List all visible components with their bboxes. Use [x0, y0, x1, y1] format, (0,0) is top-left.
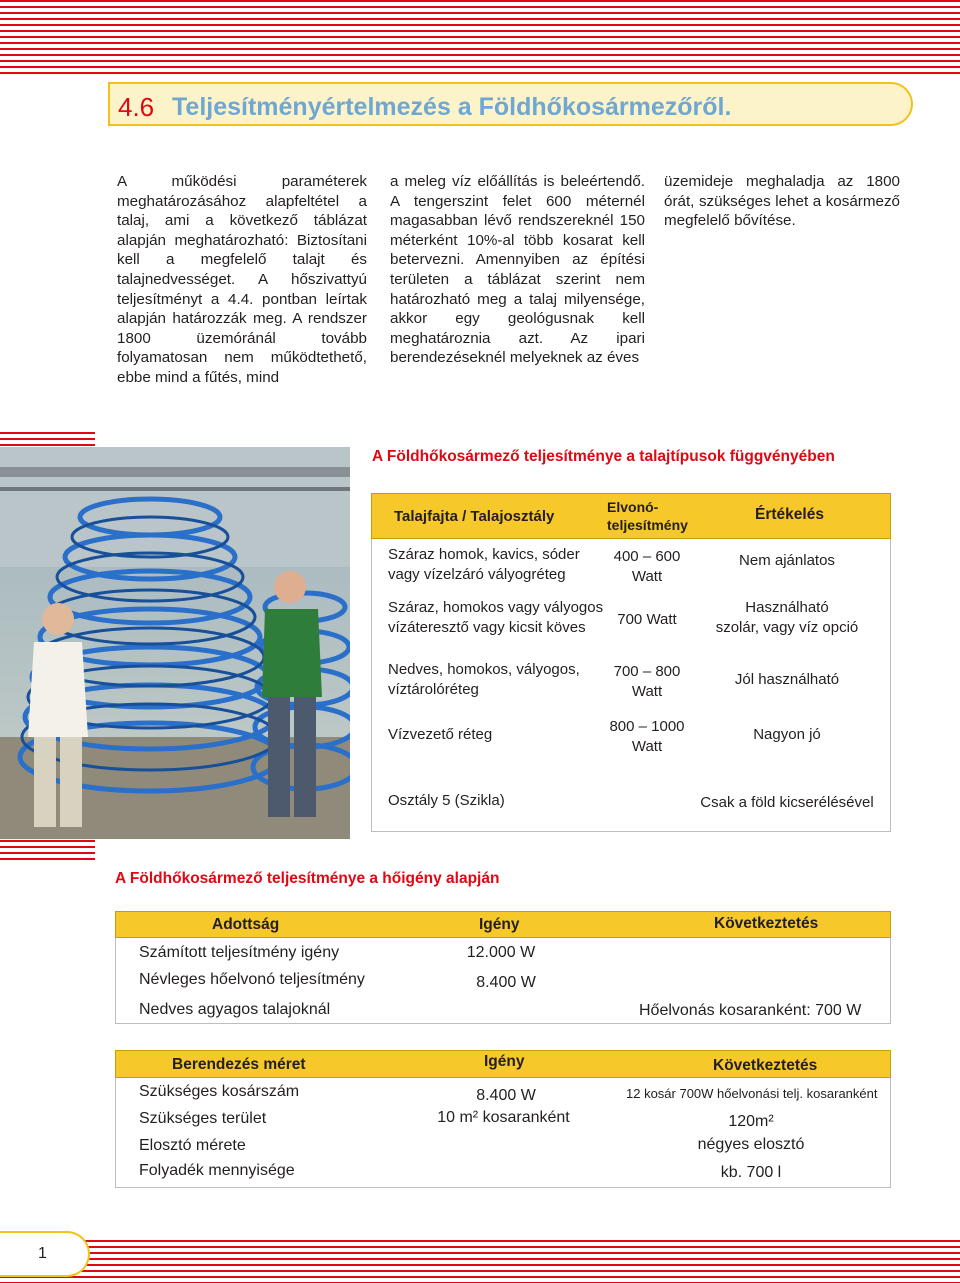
kovetkeztetes-cell: 12 kosár 700W hőelvonási telj. kosaranként — [626, 1086, 878, 1101]
rating-cell: Jól használható — [734, 671, 840, 688]
igeny-cell: 12.000 W — [466, 944, 536, 961]
berendezes-cell: Folyadék mennyisége — [139, 1162, 295, 1179]
header-rating: Értékelés — [755, 506, 824, 523]
rating-cell: Csak a föld kicserélésével — [700, 794, 874, 811]
soil-table-title: A Földhőkosármező teljesítménye a talajtípusok függvényében — [372, 448, 835, 465]
equipment-table-header — [115, 1050, 891, 1078]
adottsag-cell: Névleges hőelvonó teljesítmény — [139, 971, 365, 988]
photo-pipe-baskets — [0, 447, 350, 839]
soil-cell: Vízvezető réteg — [388, 726, 493, 743]
berendezes-cell: Szükséges terület — [139, 1110, 267, 1127]
soil-table-body — [371, 539, 891, 832]
intro-column-1: A működési paraméterek meghatározásához alapfeltétel a talaj, ami a következő táblázat alapján meghatározható: Biztosítani kell a megfelelő talajt és talajnedvességet. A hőszivattyú teljesítményt a 4.4. pontban leírtak alapján határozzák meg. A rendszer 1800 üzemóránál tovább folyamatosan nem működtethető, ebbe mind a fűtés, mind — [117, 173, 367, 386]
power-cell: 700 – 800 Watt — [613, 663, 681, 700]
igeny-cell: 10 m² kosaranként — [437, 1109, 570, 1126]
kovetkeztetes-cell: Hőelvonás kosaranként: 700 W — [639, 1002, 862, 1019]
power-cell: 800 – 1000 Watt — [609, 718, 685, 755]
rating-cell: Használható szolár, vagy víz opció — [715, 599, 859, 636]
header-igeny: Igény — [479, 916, 520, 933]
soil-cell: Osztály 5 (Szikla) — [388, 792, 505, 809]
power-cell: 700 Watt — [617, 611, 677, 628]
adottsag-cell: Számított teljesítmény igény — [139, 944, 340, 961]
page-number: 1 — [38, 1245, 47, 1262]
kovetkeztetes-cell: 120m² — [728, 1113, 774, 1130]
header-igeny: Igény — [484, 1053, 525, 1070]
demand-table-body — [115, 938, 891, 1024]
igeny-cell: 8.400 W — [476, 974, 536, 991]
berendezes-cell: Elosztó mérete — [139, 1137, 246, 1154]
soil-cell: Nedves, homokos, vályogos, víztárolóréteg — [388, 661, 580, 698]
soil-cell: Száraz homok, kavics, sóder vagy vízelzáró vályogréteg — [388, 546, 580, 583]
power-cell: 400 – 600 Watt — [613, 548, 681, 585]
kovetkeztetes-cell: kb. 700 l — [720, 1164, 782, 1181]
soil-cell: Száraz, homokos vagy vályogos vízáteresztő vagy kicsit köves — [388, 599, 604, 636]
header-adottsag: Adottság — [212, 916, 280, 933]
section-number: 4.6 — [118, 92, 155, 122]
bottom-stripe-decoration — [0, 1240, 960, 1283]
top-stripe-decoration — [0, 0, 960, 78]
adottsag-cell: Nedves agyagos talajoknál — [139, 1001, 331, 1018]
rating-cell: Nem ajánlatos — [739, 552, 835, 569]
header-kovetkeztetes: Következtetés — [714, 915, 819, 932]
page-title: Teljesítményértelmezés a Földhőkosármezőről. — [172, 93, 732, 121]
intro-column-2: a meleg víz előállítás is beleértendő. A tengerszint felet 600 méternél magasabban lévő rendszereknél 150 méterként 10%-al több kosarat kell betervezni. Amennyiben az építési területen a táblázat szerint nem határozható meg a talaj milyensége, akkor egy geológusnak kell meghatároznia azt. Az ipari berendezéseknél melyeknek az éves — [390, 173, 645, 367]
heat-demand-title: A Földhőkosármező teljesítménye a hőigény alapján — [115, 870, 500, 887]
equipment-table-body — [115, 1078, 891, 1188]
soil-table-header — [371, 493, 891, 539]
intro-column-3: üzemideje meghaladja az 1800 órát, szükséges lehet a kosármező megfelelő bővítése. — [664, 173, 900, 230]
section-title-bar — [108, 82, 913, 126]
header-soil: Talajfajta / Talajosztály — [394, 508, 555, 525]
page-number-tab — [0, 1231, 90, 1277]
header-kovetkeztetes: Következtetés — [713, 1057, 818, 1074]
rating-cell: Nagyon jó — [753, 726, 821, 743]
header-berendezes: Berendezés méret — [172, 1056, 306, 1073]
igeny-cell: 8.400 W — [476, 1087, 536, 1104]
demand-table-header — [115, 911, 891, 938]
header-power: Elvonó- teljesítmény — [607, 499, 688, 533]
kovetkeztetes-cell: négyes elosztó — [697, 1136, 805, 1153]
berendezes-cell: Szükséges kosárszám — [139, 1083, 300, 1100]
